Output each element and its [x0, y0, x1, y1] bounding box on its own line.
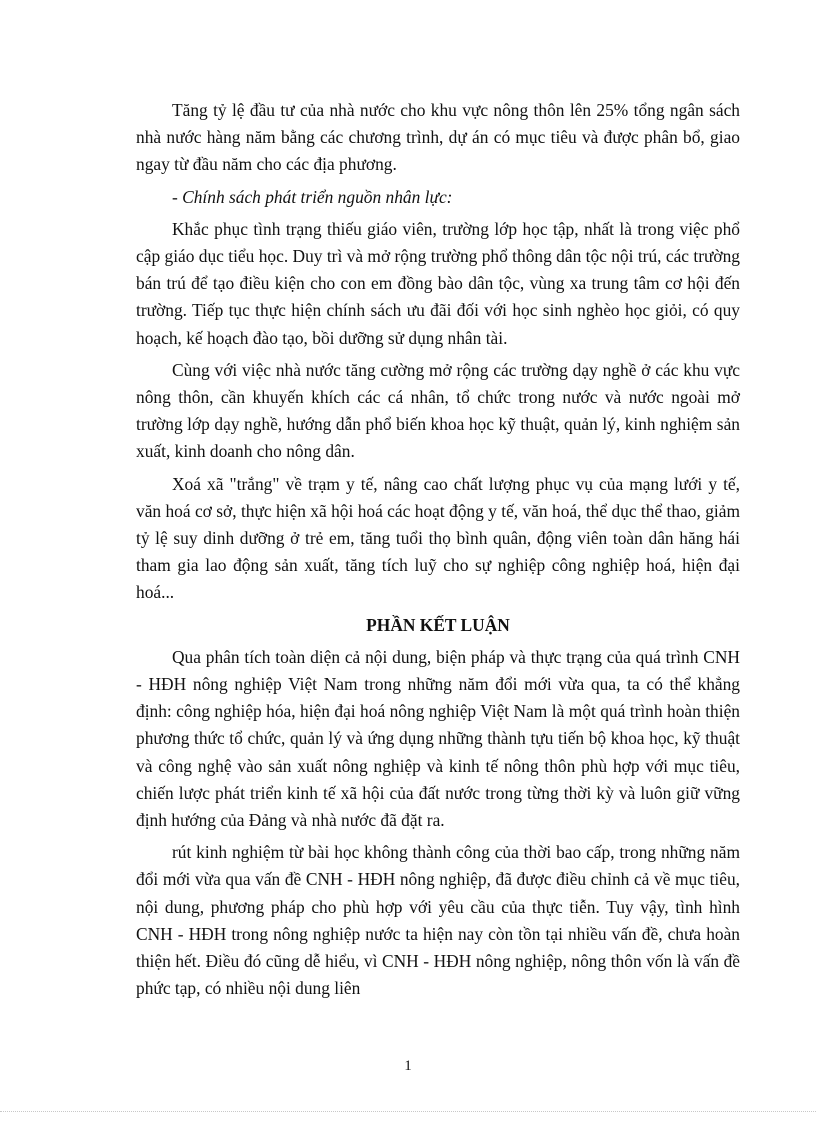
- paragraph-lessons-learned: rút kinh nghiệm từ bài học không thành công của thời bao cấp, trong những năm đổi mới vừa qua vấn đề CNH - HĐH nông nghiệp, đã được điều chỉnh cả về mục tiêu, nội dung, phương pháp cho phù hợp với yêu cầu của thực tiễn. Tuy vậy, tình hình CNH - HĐH trong nông nghiệp nước ta hiện nay còn tồn tại nhiều vấn đề, chưa hoàn thiện hết. Điều đó cũng dễ hiểu, vì CNH - HĐH nông nghiệp, nông thôn vốn là vấn đề phức tạp, có nhiều nội dung liên: [136, 842, 740, 999]
- paragraph-health-culture: Xoá xã "trắng" về trạm y tế, nâng cao chất lượng phục vụ của mạng lưới y tế, văn hoá cơ sở, thực hiện xã hội hoá các hoạt động y tế, văn hoá, thể dục thể thao, giảm tỷ lệ suy dinh dưỡng ở trẻ em, tăng tuổi thọ bình quân, động viên toàn dân hăng hái tham gia lao động sản xuất, tăng tích luỹ cho sự nghiệp công nghiệp hoá, hiện đại hoá...: [136, 473, 740, 603]
- paragraph-investment: Tăng tỷ lệ đầu tư của nhà nước cho khu vực nông thôn lên 25% tổng ngân sách nhà nước hàng năm bằng các chương trình, dự án có mục tiêu và được phân bổ, giao ngay từ đầu năm cho các địa phương.: [136, 100, 740, 175]
- paragraph-conclusion-analysis: Qua phân tích toàn diện cả nội dung, biện pháp và thực trạng của quá trình CNH - HĐH nông nghiệp Việt Nam trong những năm đổi mới vừa qua, ta có thể khẳng định: công nghiệp hóa, hiện đại hoá nông nghiệp Việt Nam là một quá trình hoàn thiện phương thức tổ chức, quản lý và ứng dụng những thành tựu tiến bộ khoa học, kỹ thuật và công nghệ vào sản xuất nông nghiệp và kinh tế nông thôn phù hợp với mục tiêu, chiến lược phát triển kinh tế xã hội của đất nước trong từng thời kỳ và luôn giữ vững định hướng của Đảng và nhà nước đã đặt ra.: [136, 646, 740, 831]
- paragraph-vocational-schools: Cùng với việc nhà nước tăng cường mở rộng các trường dạy nghề ở các khu vực nông thôn, cần khuyến khích các cá nhân, tổ chức trong nước và nước ngoài mở trường lớp dạy nghề, hướng dẫn phổ biến khoa học kỹ thuật, quản lý, kinh nghiệm sản xuất, kinh doanh cho nông dân.: [136, 359, 740, 462]
- page-number: 1: [404, 1058, 412, 1074]
- document-body: [136, 97, 740, 1008]
- section-title-conclusion: PHẦN KẾT LUẬN: [366, 614, 510, 635]
- subheading-human-resources-policy: - Chính sách phát triển nguồn nhân lực:: [172, 186, 453, 207]
- paragraph-teacher-shortage: Khắc phục tình trạng thiếu giáo viên, trường lớp học tập, nhất là trong việc phổ cập giáo dục tiểu học. Duy trì và mở rộng trường phổ thông dân tộc nội trú, các trường bán trú để tạo điều kiện cho con em đồng bào dân tộc, vùng xa trung tâm cơ hội đến trường. Tiếp tục thực hiện chính sách ưu đãi đối với học sinh nghèo học giỏi, có quy hoạch, kế hoạch đào tạo, bồi dưỡng sử dụng nhân tài.: [136, 218, 740, 348]
- page-bottom-divider: [0, 1111, 816, 1112]
